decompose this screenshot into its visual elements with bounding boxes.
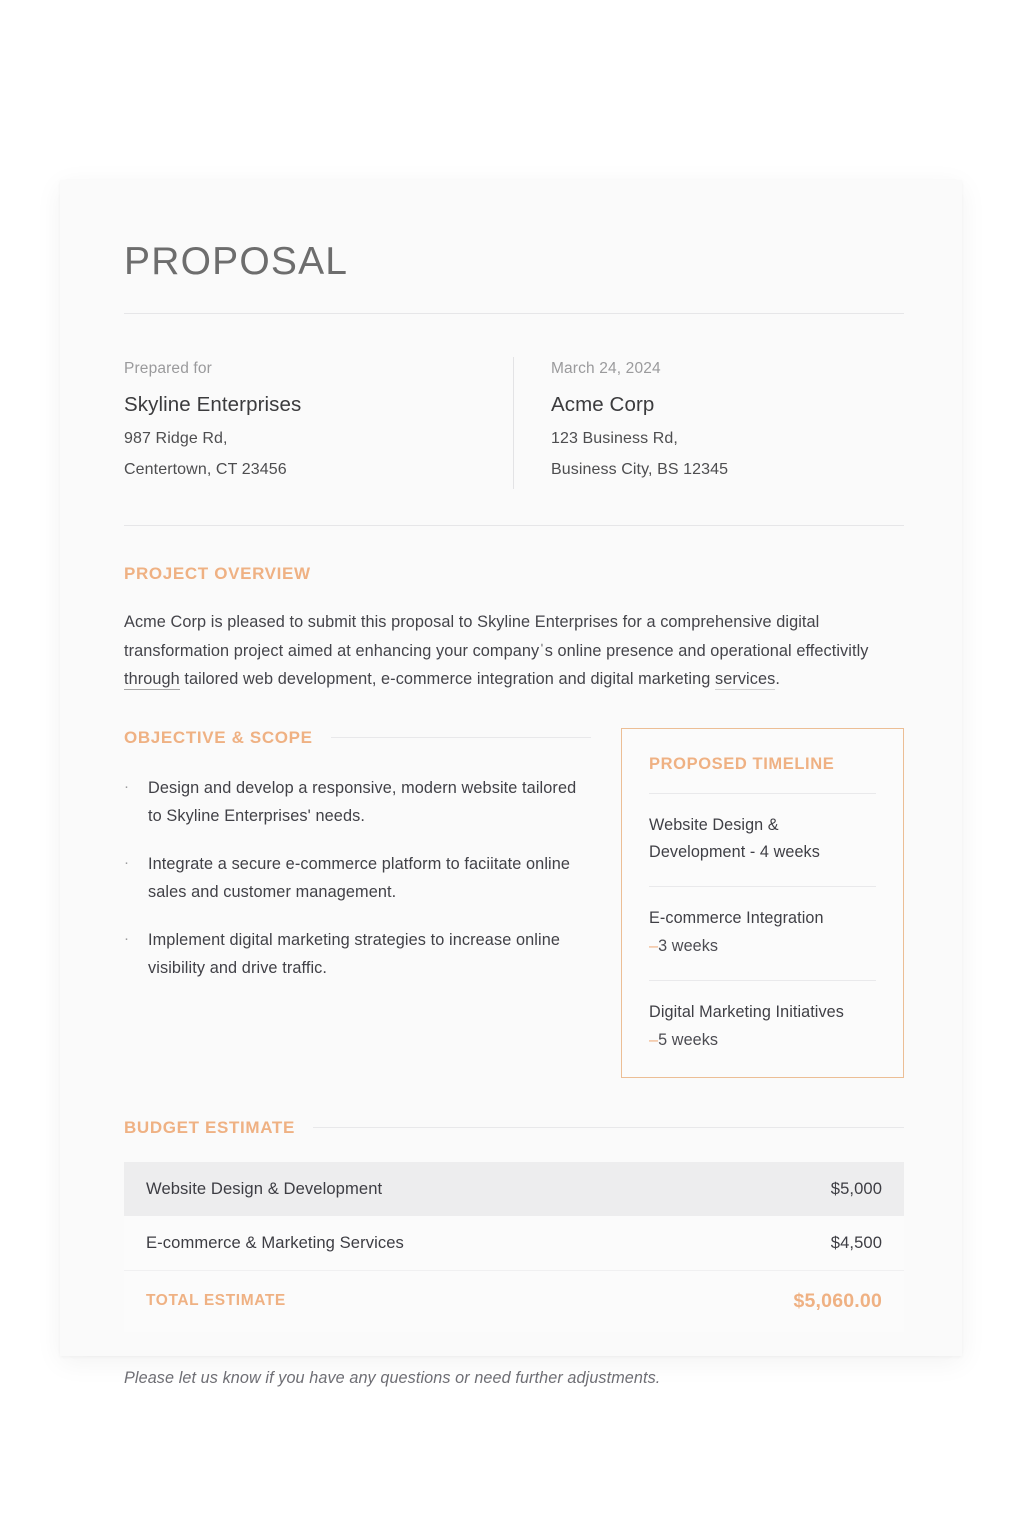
overview-word-marketing: marketing (638, 670, 711, 689)
timeline-item-name: Website Design & Development - 4 weeks (649, 815, 820, 862)
objective-item-text: Implement digital marketing strategies to increase online visibility and drive traffic. (148, 930, 561, 977)
page-title: PROPOSAL (124, 240, 349, 283)
table-row-total (124, 1270, 904, 1332)
timeline-dash-icon: – (649, 937, 659, 956)
timeline-item (649, 999, 876, 1055)
budget-heading-row (124, 1118, 904, 1138)
client-address-line-1: 987 Ridge Rd, (124, 430, 228, 448)
project-overview-section (124, 564, 904, 694)
parties-divider (124, 525, 904, 526)
timeline-divider (649, 793, 876, 794)
overview-apostrophe: ˈ (539, 641, 545, 660)
project-overview-heading: PROJECT OVERVIEW (124, 564, 311, 583)
sender-address-line-1: 123 Business Rd, (550, 430, 678, 448)
page-content (124, 240, 904, 1387)
client-address-line-2: Centertown, CT 23456 (124, 461, 287, 479)
overview-underlined-services: services (714, 670, 776, 689)
objective-timeline-row (124, 728, 904, 1078)
budget-item-amount: $4,500 (514, 1216, 904, 1271)
objective-item-text: Integrate a secure e-commerce platform to faciitate online sales and customer management. (148, 854, 571, 901)
total-estimate-amount: $5,060.00 (514, 1270, 904, 1332)
overview-text-part-2: s online presence and operational effectivitly (544, 641, 869, 660)
budget-table (124, 1162, 904, 1332)
list-item (124, 774, 591, 830)
overview-text-part-5: . (775, 670, 780, 689)
project-overview-body (124, 608, 886, 694)
party-prepared-for (124, 357, 513, 489)
timeline-item-duration: 3 weeks (658, 937, 719, 956)
objective-heading-rule (331, 737, 591, 738)
objective-scope-section (124, 728, 609, 1002)
list-item (124, 850, 591, 906)
budget-item-label: E-commerce & Marketing Services (124, 1216, 514, 1271)
title-divider (124, 313, 904, 314)
proposal-date: March 24, 2024 (550, 360, 661, 377)
objective-scope-heading: OBJECTIVE & SCOPE (124, 727, 313, 747)
project-overview-heading-row (124, 564, 904, 584)
table-row (124, 1162, 904, 1216)
overview-text-part-3: tailored web development, e-commerce integration and digital (179, 670, 639, 689)
sender-name: Acme Corp (550, 393, 655, 417)
bullet-icon: · (124, 777, 129, 795)
client-name: Skyline Enterprises (124, 393, 302, 417)
budget-estimate-heading: BUDGET ESTIMATE (124, 1117, 295, 1137)
budget-item-label: Website Design & Development (124, 1162, 514, 1216)
timeline-item (649, 812, 876, 868)
proposal-page (60, 180, 962, 1387)
objective-list (124, 774, 591, 982)
timeline-item-duration: 5 weeks (658, 1030, 719, 1049)
prepared-for-label: Prepared for (124, 360, 212, 377)
bullet-icon: · (124, 853, 129, 871)
parties-row (124, 357, 904, 489)
timeline-divider (649, 886, 876, 887)
party-sender (513, 357, 904, 489)
bullet-icon: · (124, 929, 129, 947)
proposed-timeline-card (621, 728, 904, 1078)
proposed-timeline-heading: PROPOSED TIMELINE (649, 754, 835, 773)
budget-heading-rule (313, 1127, 904, 1128)
timeline-divider (649, 980, 876, 981)
objective-item-text: Design and develop a responsive, modern website tailored to Skyline Enterprises' needs. (148, 778, 577, 825)
timeline-item (649, 905, 876, 961)
budget-estimate-section (124, 1118, 904, 1332)
overview-underlined-through: through (124, 670, 180, 689)
total-estimate-label: TOTAL ESTIMATE (124, 1270, 514, 1332)
timeline-item-name: Digital Marketing Initiatives (649, 1002, 844, 1021)
objective-heading-row (124, 728, 591, 748)
list-item (124, 926, 591, 982)
footer-note: Please let us know if you have any questions or need further adjustments. (124, 1368, 661, 1387)
sender-address-line-2: Business City, BS 12345 (550, 461, 729, 479)
overview-text-part-1: Acme Corp is pleased to submit this proposal to Skyline Enterprises for a comprehensive digital transformation project aimed at enhancing your company (124, 613, 820, 660)
timeline-dash-icon: – (649, 1030, 659, 1049)
budget-item-amount: $5,000 (514, 1162, 904, 1216)
timeline-item-name: E-commerce Integration (649, 909, 824, 928)
table-row (124, 1216, 904, 1271)
proposed-timeline-column (621, 728, 904, 1078)
